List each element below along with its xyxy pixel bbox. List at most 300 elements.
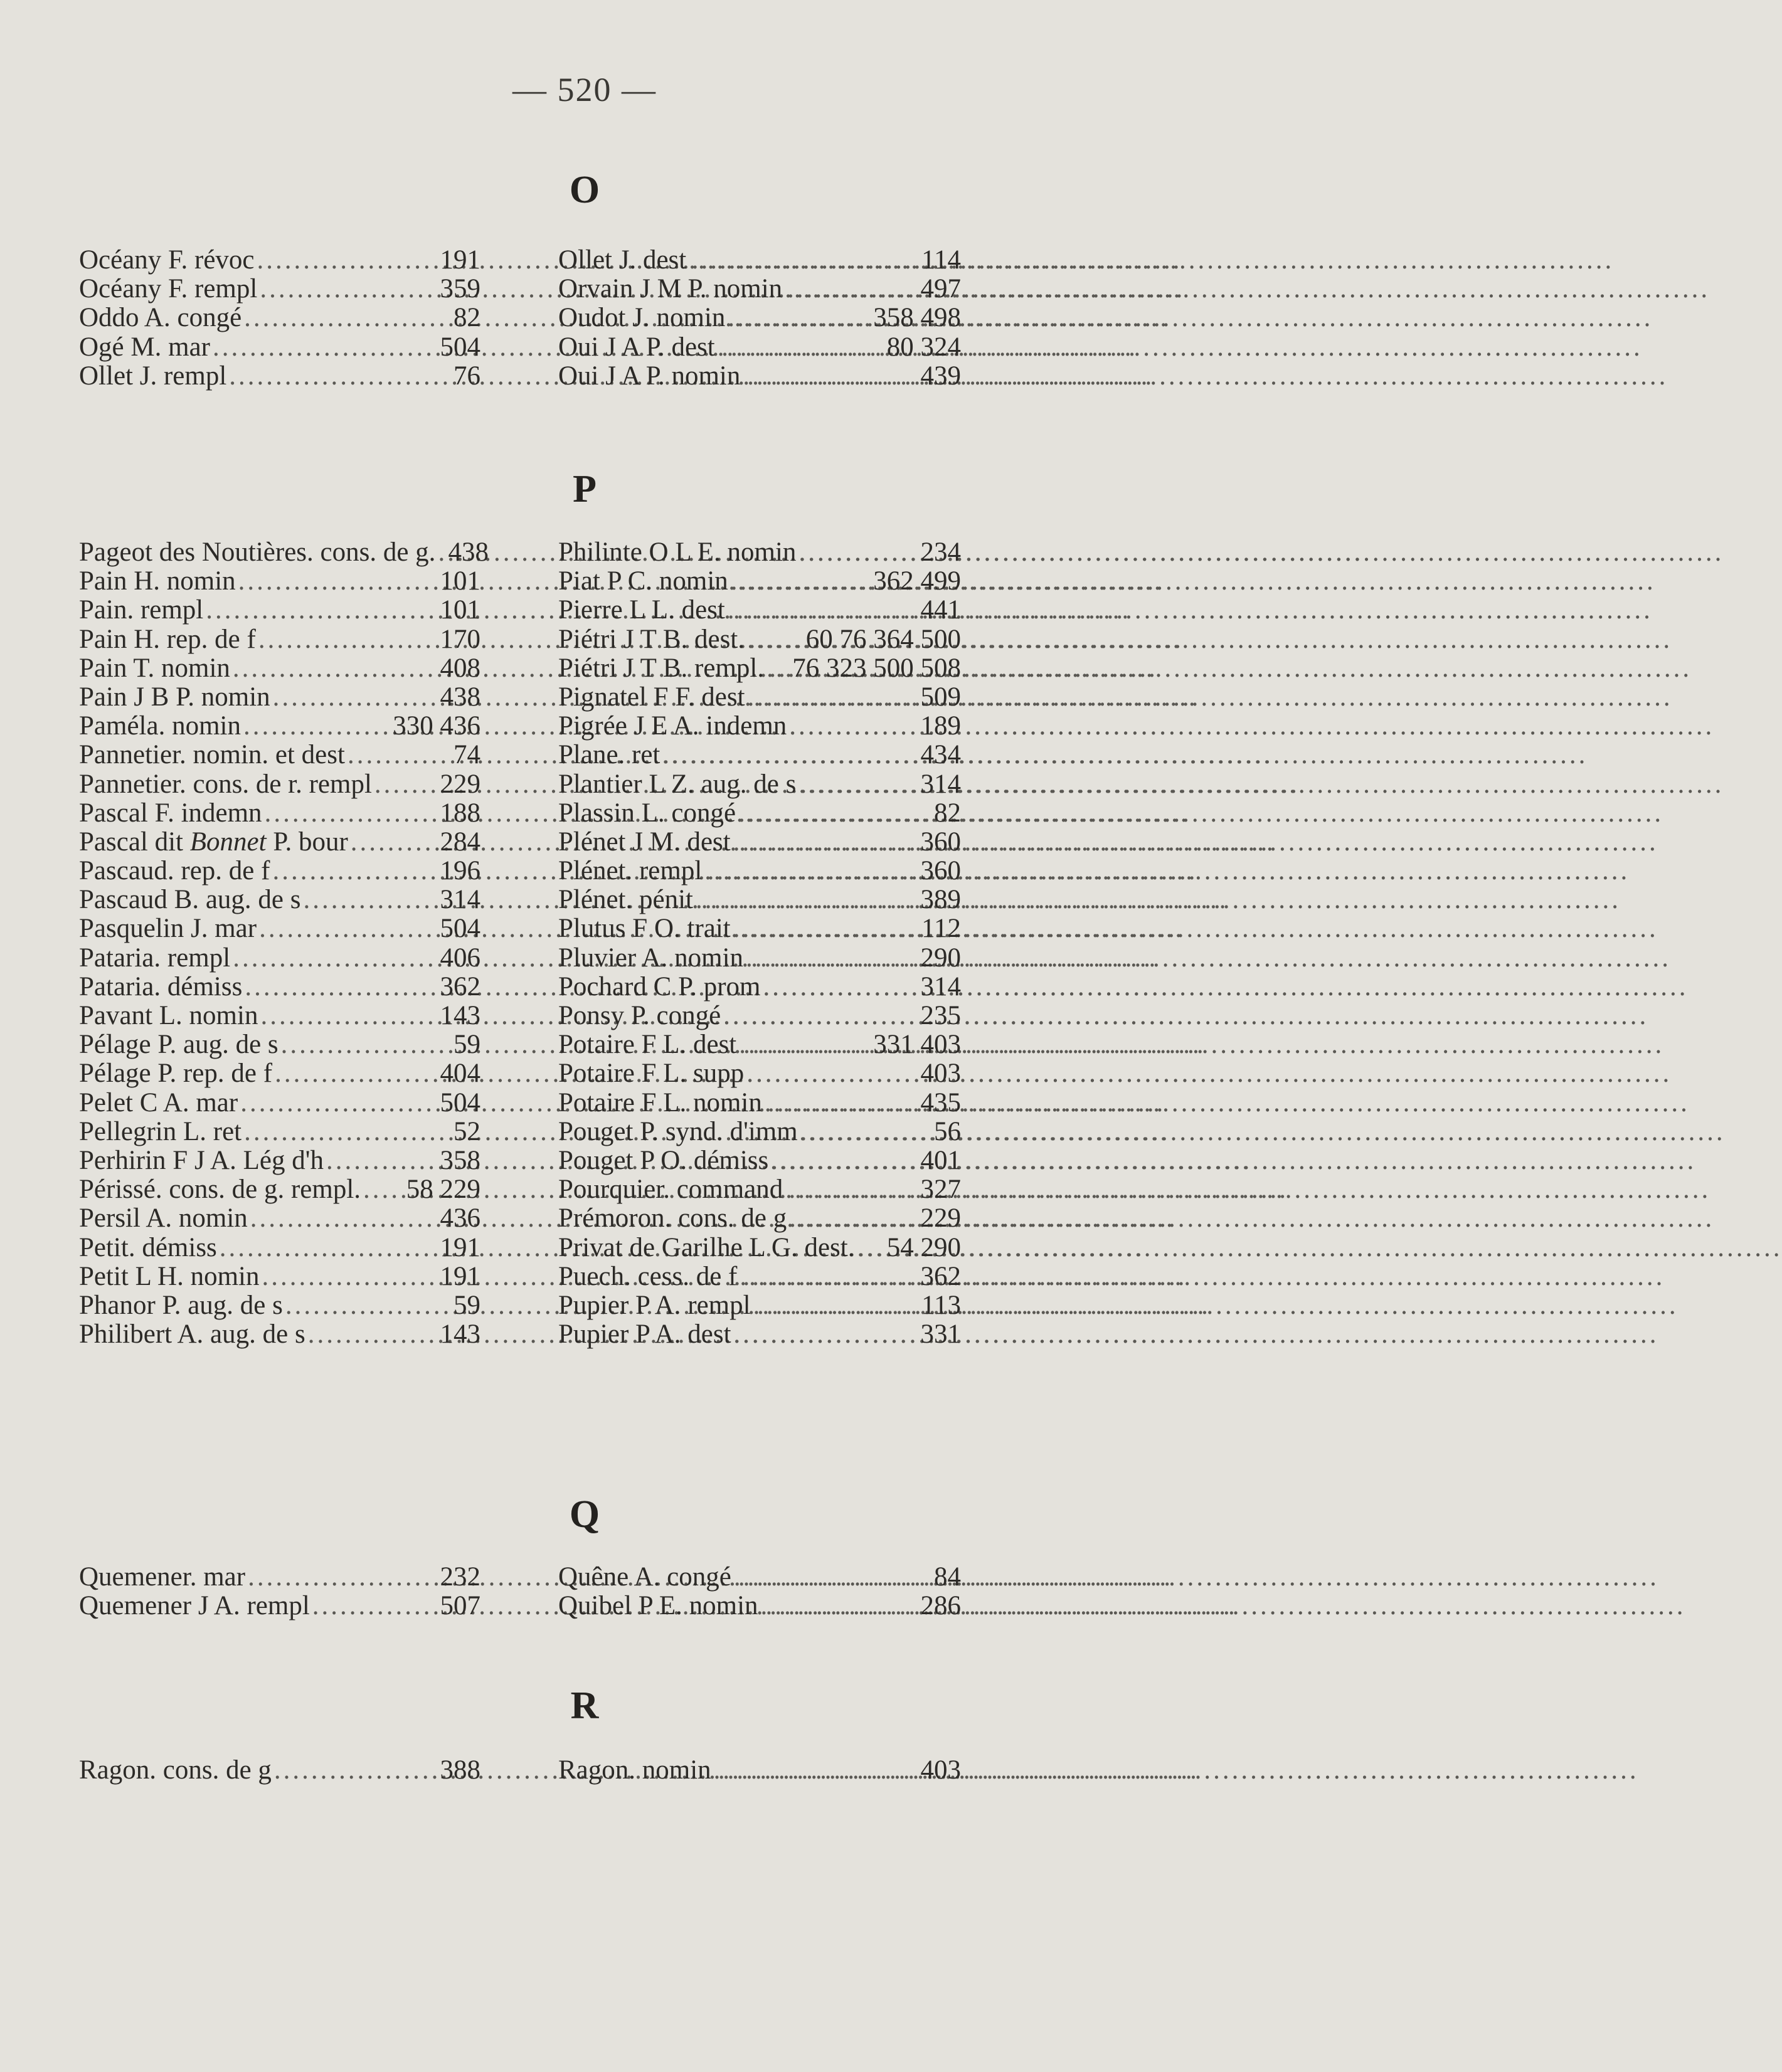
entry-pages: 112 <box>921 914 961 944</box>
dot-leader <box>766 654 790 683</box>
entry-pages: 84 <box>934 1562 961 1592</box>
entry-pages: 314 <box>920 971 961 1002</box>
entry-pages: 330 436 <box>393 711 480 741</box>
index-entry <box>79 362 480 391</box>
index-entry <box>79 712 480 741</box>
index-entry <box>79 1118 480 1146</box>
entry-name: Quemener. mar <box>79 1562 246 1592</box>
index-entry <box>558 538 961 567</box>
entry-pages: 113 <box>921 1290 961 1320</box>
index-entry <box>558 1002 961 1030</box>
dot-leader <box>281 1030 451 1059</box>
entry-name: Piat P C. nomin <box>558 566 728 596</box>
index-entry <box>558 885 961 914</box>
entry-name: Pélage P. rep. de f <box>79 1059 273 1089</box>
index-entry <box>558 828 961 857</box>
entry-pages: 284 <box>440 827 480 857</box>
entry-name: Plénet. pénit <box>558 885 693 915</box>
entry-pages: 114 <box>921 245 961 275</box>
entry-name: Philibert A. aug. de s <box>79 1319 305 1350</box>
entry-name: Philinte O L E. nomin <box>558 537 797 567</box>
dot-leader <box>374 770 438 799</box>
entry-pages: 170 <box>440 624 480 654</box>
left-column <box>79 1756 480 1785</box>
entry-pages: 362 499 <box>873 566 961 596</box>
entry-pages: 403 <box>920 1059 961 1089</box>
index-entry <box>79 1030 480 1059</box>
entry-pages: 507 <box>440 1591 480 1621</box>
dot-leader <box>696 885 918 914</box>
entry-name: Privat de Garilhe L G. dest. <box>558 1232 855 1262</box>
entry-name: Pouget P. synd. d'imm <box>558 1116 798 1146</box>
entry-pages: 234 <box>920 537 961 567</box>
index-entry <box>79 973 480 1002</box>
entry-pages: 504 <box>440 914 480 944</box>
entry-pages: 331 403 <box>873 1030 961 1060</box>
index-entry <box>79 275 480 304</box>
dot-leader <box>233 654 438 683</box>
entry-name: Prémoron. cons. de g <box>558 1203 787 1234</box>
entry-name: Pouget P O. démiss <box>558 1145 769 1175</box>
section-letter-q: Q <box>569 1493 600 1536</box>
dot-leader <box>728 304 871 332</box>
index-entry <box>558 944 961 973</box>
dot-leader <box>746 1059 918 1088</box>
entry-name: Pain T. nomin <box>79 653 230 683</box>
index-entry <box>558 1175 961 1204</box>
entry-name: Ogé M. mar <box>79 332 210 362</box>
entry-pages: 74 <box>453 740 480 770</box>
entry-name: Pascal dit Bonnet P. bour <box>79 827 348 857</box>
entry-name: Puech. cess. de f <box>558 1261 738 1291</box>
dot-leader <box>308 1320 438 1349</box>
dot-leader <box>245 973 437 1002</box>
dot-leader <box>785 275 918 304</box>
entry-name: Pochard C P. prom <box>558 971 761 1002</box>
left-column <box>79 1563 480 1620</box>
dot-leader <box>765 1089 918 1118</box>
index-entry <box>558 683 961 712</box>
dot-leader <box>740 1262 918 1291</box>
dot-leader <box>733 914 919 943</box>
dot-leader <box>800 1118 931 1146</box>
entry-pages: 59 <box>453 1030 480 1060</box>
index-entry <box>558 973 961 1002</box>
dot-leader <box>718 333 884 362</box>
index-entry <box>79 596 480 625</box>
entry-pages: 504 <box>440 1087 480 1118</box>
dot-leader <box>728 596 918 625</box>
entry-pages: 60 76 364 500 <box>805 624 961 654</box>
index-entry <box>79 1320 480 1349</box>
entry-name: Pascaud. rep. de f <box>79 856 270 886</box>
entry-pages: 403 <box>920 1755 961 1785</box>
dot-leader <box>738 799 931 828</box>
entry-pages: 290 <box>920 943 961 973</box>
index-entry <box>79 654 480 683</box>
entry-pages: 406 <box>440 943 480 973</box>
dot-leader <box>689 246 919 275</box>
page-number: — 520 — <box>512 71 657 108</box>
dot-leader <box>798 538 918 567</box>
dot-leader <box>761 1592 918 1620</box>
dot-leader <box>723 1002 918 1030</box>
index-entry <box>79 885 480 914</box>
dot-leader <box>285 1291 451 1320</box>
entry-pages: 101 <box>440 595 480 625</box>
entry-name: Pupier P A. rempl <box>558 1290 751 1320</box>
entry-pages: 509 <box>920 682 961 712</box>
entry-name: Pierre L L. dest <box>558 595 725 625</box>
entry-name: Ollet J. rempl <box>79 361 227 391</box>
section-letter-r: R <box>570 1684 599 1727</box>
entry-name: Pataria. rempl <box>79 943 231 973</box>
entry-pages: 360 <box>920 827 961 857</box>
dot-leader <box>798 770 918 799</box>
entry-name: Perhirin F J A. Lég d'h <box>79 1145 324 1175</box>
dot-leader <box>220 1234 438 1262</box>
entry-name: Pupier P A. dest <box>558 1319 731 1350</box>
index-entry <box>79 1204 480 1233</box>
right-column <box>558 538 961 1349</box>
entry-pages: 358 498 <box>873 303 961 333</box>
section-letter-o: O <box>569 169 600 211</box>
dot-leader <box>248 1563 437 1592</box>
entry-name: Plane. ret <box>558 740 660 770</box>
entry-name: Pain H. rep. de f <box>79 624 256 654</box>
entry-pages: 235 <box>920 1001 961 1030</box>
dot-leader <box>351 828 438 857</box>
dot-leader <box>240 1089 437 1118</box>
dot-leader <box>743 362 918 391</box>
dot-leader <box>748 683 918 712</box>
index-entry <box>558 799 961 828</box>
entry-pages: 362 <box>920 1261 961 1291</box>
index-entry <box>79 1175 480 1204</box>
index-entry <box>79 1592 480 1620</box>
index-entry <box>79 1146 480 1175</box>
entry-pages: 143 <box>440 1001 480 1030</box>
dot-leader <box>789 712 918 741</box>
index-entry <box>558 1059 961 1088</box>
index-entry <box>79 1756 480 1785</box>
dot-leader <box>304 885 438 914</box>
dot-leader <box>733 828 918 857</box>
entry-name: Pascal F. indemn <box>79 798 262 828</box>
entry-pages: 82 <box>934 798 961 828</box>
dot-leader <box>229 362 451 391</box>
entry-pages: 82 <box>453 303 480 333</box>
index-entry <box>79 741 480 769</box>
dot-leader <box>233 944 437 973</box>
dot-leader <box>739 1030 871 1059</box>
entry-pages: 404 <box>440 1059 480 1089</box>
entry-pages: 229 <box>920 1203 961 1234</box>
dot-leader <box>747 625 803 654</box>
entry-pages: 76 <box>453 361 480 391</box>
index-entry <box>79 828 480 857</box>
entry-pages: 59 <box>453 1290 480 1320</box>
index-entry <box>79 1291 480 1320</box>
index-entry <box>558 741 961 769</box>
index-entry <box>558 567 961 596</box>
dot-leader <box>260 1002 437 1030</box>
dot-leader <box>250 1204 438 1233</box>
entry-name: Pannetier. nomin. et dest <box>79 740 345 770</box>
dot-leader <box>731 567 871 596</box>
entry-name: Pain J B P. nomin <box>79 682 270 712</box>
right-column <box>558 246 961 391</box>
entry-pages: 191 <box>440 245 480 275</box>
index-entry <box>558 362 961 391</box>
entry-name: Quêne A. congé <box>558 1562 731 1592</box>
entry-pages: 314 <box>920 769 961 799</box>
entry-pages: 143 <box>440 1319 480 1350</box>
dot-leader <box>312 1592 438 1620</box>
index-entry <box>79 333 480 362</box>
dot-leader <box>789 1204 918 1233</box>
entry-pages: 286 <box>920 1591 961 1621</box>
entry-name: Pignatel F F. dest <box>558 682 745 712</box>
entry-pages: 76 323 500 508 <box>792 653 961 683</box>
entry-name: Pélage P. aug. de s <box>79 1030 278 1060</box>
entry-pages: 358 <box>440 1145 480 1175</box>
entry-name: Ollet J. dest <box>558 245 687 275</box>
entry-pages: 188 <box>440 798 480 828</box>
entry-pages: 80 324 <box>886 332 961 362</box>
entry-pages: 56 <box>934 1116 961 1146</box>
index-entry <box>558 857 961 885</box>
index-entry <box>558 654 961 683</box>
entry-pages: 314 <box>440 885 480 915</box>
index-entry <box>558 1320 961 1349</box>
entry-pages: 439 <box>920 361 961 391</box>
entry-name: Pluvier A. nomin <box>558 943 744 973</box>
index-entry <box>558 914 961 943</box>
entry-pages: 497 <box>920 274 961 304</box>
entry-name: Océany F. révoc <box>79 245 255 275</box>
entry-pages: 359 <box>440 274 480 304</box>
index-entry <box>79 799 480 828</box>
entry-name: Oddo A. congé <box>79 303 242 333</box>
index-entry <box>79 944 480 973</box>
entry-pages: 504 <box>440 332 480 362</box>
index-entry <box>558 1030 961 1059</box>
entry-pages: 189 <box>920 711 961 741</box>
dot-leader <box>714 1756 918 1785</box>
entry-pages: 436 <box>440 1203 480 1234</box>
entry-name: Pataria. démiss <box>79 971 243 1002</box>
right-column <box>558 1563 961 1620</box>
entry-name: Quemener J A. rempl <box>79 1591 310 1621</box>
dot-leader <box>662 741 918 769</box>
entry-name: Ragon. nomin <box>558 1755 711 1785</box>
entry-name: Pannetier. cons. de r. rempl <box>79 769 372 799</box>
entry-name: Oui J A P. nomin <box>558 361 741 391</box>
entry-pages: 101 <box>440 566 480 596</box>
dot-leader <box>273 683 438 712</box>
index-entry <box>558 246 961 275</box>
index-entry <box>558 1262 961 1291</box>
entry-name: Plénet. rempl <box>558 856 703 886</box>
dot-leader <box>363 1175 404 1204</box>
entry-name: Piétri J T B. dest. <box>558 624 745 654</box>
index-entry <box>558 1204 961 1233</box>
dot-leader <box>257 246 438 275</box>
dot-leader <box>238 567 438 596</box>
index-entry <box>558 596 961 625</box>
index-entry <box>79 567 480 596</box>
entry-name: Potaire F L. supp <box>558 1059 745 1089</box>
entry-pages: 389 <box>920 885 961 915</box>
entry-name: Oudot J. nomin <box>558 303 726 333</box>
entry-name: Petit. démiss <box>79 1232 217 1262</box>
index-entry <box>79 857 480 885</box>
dot-leader <box>260 275 437 304</box>
entry-name: Plantier L Z. aug. de s <box>558 769 797 799</box>
index-entry <box>558 1089 961 1118</box>
dot-leader <box>771 1146 918 1175</box>
index-entry <box>79 1262 480 1291</box>
dot-leader <box>347 741 451 769</box>
dot-leader <box>753 1291 920 1320</box>
dot-leader <box>857 1234 884 1262</box>
entry-pages: 54 290 <box>886 1232 961 1262</box>
index-entry <box>79 1059 480 1088</box>
dot-leader <box>438 538 445 567</box>
index-entry <box>558 625 961 654</box>
index-entry <box>79 770 480 799</box>
dot-leader <box>213 333 438 362</box>
section-letter-p: P <box>573 468 597 510</box>
entry-pages: 438 <box>440 682 480 712</box>
dot-leader <box>763 973 918 1002</box>
entry-pages: 232 <box>440 1562 480 1592</box>
entry-name: Quibel P E. nomin <box>558 1591 758 1621</box>
entry-name: Plutus F O. trait <box>558 914 731 944</box>
dot-leader <box>734 1563 931 1592</box>
dot-leader <box>275 1059 437 1088</box>
index-entry <box>79 246 480 275</box>
dot-leader <box>262 1262 437 1291</box>
entry-name: Périssé. cons. de g. rempl. <box>79 1175 361 1205</box>
dot-leader <box>206 596 437 625</box>
index-entry <box>558 1118 961 1146</box>
index-entry <box>558 712 961 741</box>
dot-leader <box>734 1320 918 1349</box>
index-entry <box>558 1563 961 1592</box>
index-entry <box>558 1146 961 1175</box>
dot-leader <box>785 1175 918 1204</box>
entry-pages: 401 <box>920 1145 961 1175</box>
dot-leader <box>244 1118 451 1146</box>
entry-name: Potaire F L. nomin <box>558 1087 762 1118</box>
entry-pages: 327 <box>920 1175 961 1205</box>
entry-name: Ponsy P. congé <box>558 1001 721 1030</box>
index-entry <box>558 1234 961 1262</box>
left-column <box>79 537 489 1350</box>
entry-pages: 191 <box>440 1261 480 1291</box>
entry-pages: 331 <box>920 1319 961 1350</box>
index-entry <box>558 1756 961 1785</box>
entry-name: Pain H. nomin <box>79 566 236 596</box>
dot-leader <box>259 914 437 943</box>
index-entry <box>79 1002 480 1030</box>
entry-name: Potaire F L. dest <box>558 1030 737 1060</box>
entry-name: Océany F. rempl <box>79 274 258 304</box>
entry-name: Persil A. nomin <box>79 1203 248 1234</box>
entry-name: Oui J A P. dest <box>558 332 715 362</box>
entry-name: Pasquelin J. mar <box>79 914 257 944</box>
index-entry <box>558 304 961 332</box>
dot-leader <box>326 1146 438 1175</box>
entry-name: Pascaud B. aug. de s <box>79 885 301 915</box>
dot-leader <box>265 799 438 828</box>
entry-pages: 388 <box>440 1755 480 1785</box>
dot-leader <box>272 857 437 885</box>
dot-leader <box>258 625 438 654</box>
entry-name: Pelet C A. mar <box>79 1087 238 1118</box>
index-entry <box>79 1234 480 1262</box>
entry-pages: 435 <box>920 1087 961 1118</box>
right-column <box>558 1756 961 1785</box>
index-entry <box>558 1291 961 1320</box>
index-entry <box>79 1089 480 1118</box>
dot-leader <box>243 712 390 741</box>
entry-pages: 229 <box>440 769 480 799</box>
dot-leader <box>704 857 918 885</box>
index-entry <box>558 275 961 304</box>
entry-name: Petit L H. nomin <box>79 1261 260 1291</box>
entry-name: Pain. rempl <box>79 595 204 625</box>
entry-pages: 52 <box>453 1116 480 1146</box>
entry-pages: 434 <box>920 740 961 770</box>
index-entry <box>79 537 489 567</box>
entry-pages: 441 <box>920 595 961 625</box>
entry-name: Pourquier. command <box>558 1175 783 1205</box>
index-entry <box>79 683 480 712</box>
entry-name: Phanor P. aug. de s <box>79 1290 283 1320</box>
entry-pages: 58 229 <box>406 1175 480 1205</box>
entry-name: Pageot des Noutières. cons. de g. <box>79 537 436 567</box>
entry-name: Paméla. nomin <box>79 711 241 741</box>
index-entry <box>558 1592 961 1620</box>
entry-name: Orvain J M P. nomin <box>558 274 783 304</box>
dot-leader <box>274 1756 438 1785</box>
entry-name: Plénet J M. dest <box>558 827 731 857</box>
dot-leader <box>746 944 918 973</box>
entry-name: Piétri J T B. rempl. <box>558 653 765 683</box>
index-entry <box>558 770 961 799</box>
dot-leader <box>244 304 451 332</box>
index-entry <box>79 625 480 654</box>
entry-name: Pigrée J E A. indemn <box>558 711 787 741</box>
entry-pages: 362 <box>440 971 480 1002</box>
entry-pages: 408 <box>440 653 480 683</box>
index-entry <box>558 333 961 362</box>
entry-pages: 360 <box>920 856 961 886</box>
entry-pages: 191 <box>440 1232 480 1262</box>
entry-name: Ragon. cons. de g <box>79 1755 272 1785</box>
index-entry <box>79 1563 480 1592</box>
index-entry <box>79 304 480 332</box>
entry-pages: 438 <box>448 537 489 567</box>
entry-name: Pavant L. nomin <box>79 1001 258 1030</box>
entry-name: Plassin L. congé <box>558 798 736 828</box>
left-column <box>79 246 480 391</box>
entry-pages: 196 <box>440 856 480 886</box>
entry-name: Pellegrin L. ret <box>79 1116 242 1146</box>
